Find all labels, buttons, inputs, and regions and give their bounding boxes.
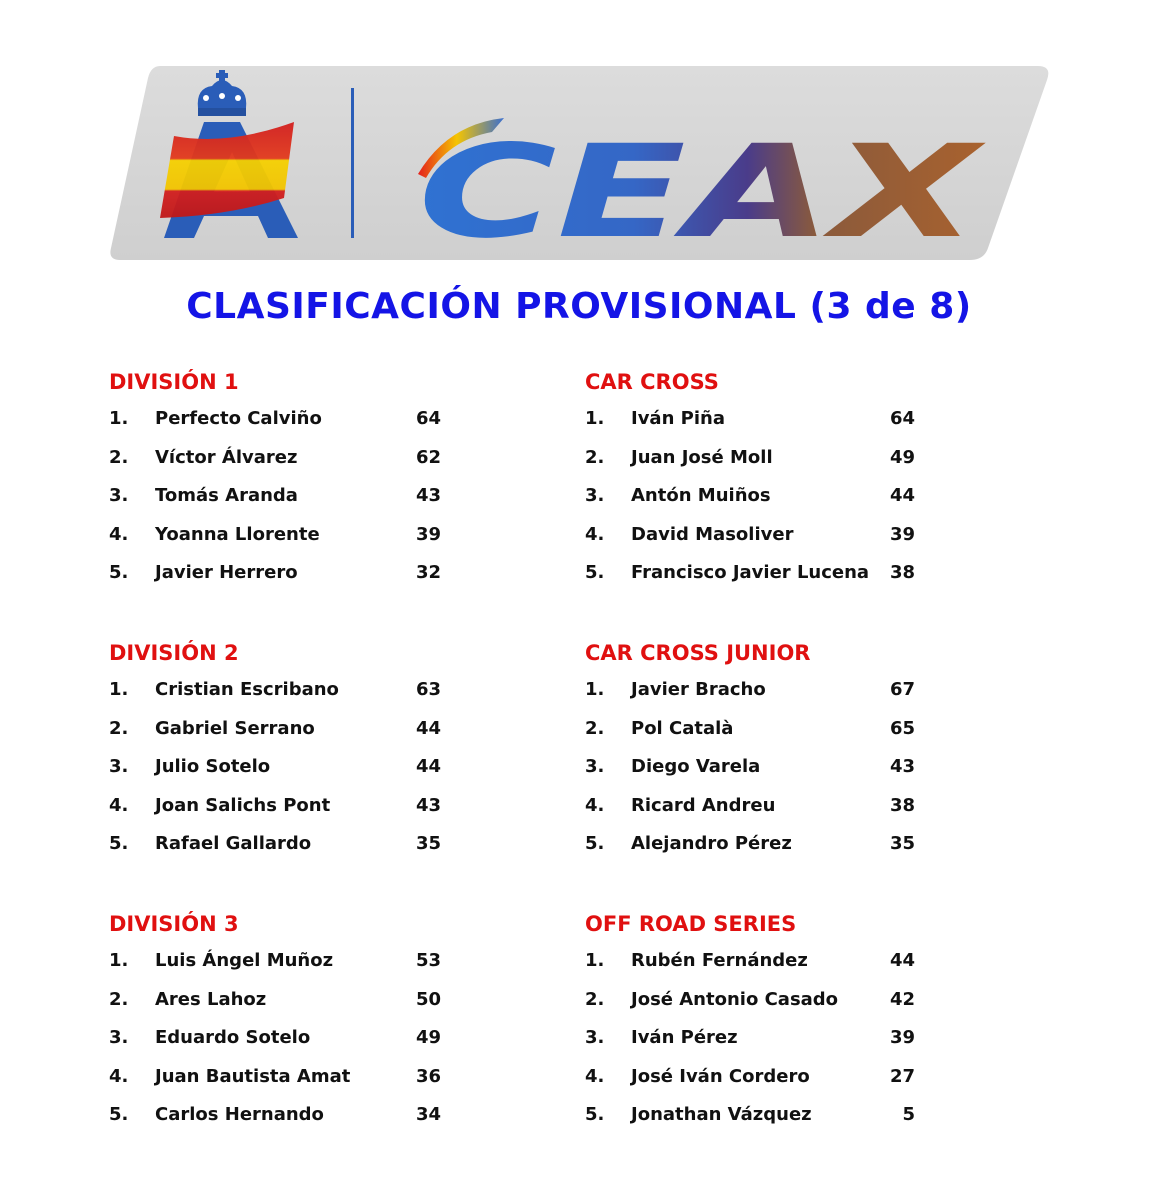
table-row xyxy=(109,484,441,523)
position: 3. xyxy=(109,756,129,778)
section-division-3 xyxy=(109,909,441,1142)
driver-name: Ares Lahoz xyxy=(155,988,267,1010)
driver-name: Yoanna Llorente xyxy=(155,523,320,545)
table-row xyxy=(109,446,441,485)
points: 43 xyxy=(889,756,915,778)
points: 67 xyxy=(889,679,915,700)
position: 2. xyxy=(109,446,129,468)
position: 3. xyxy=(109,485,129,507)
table-row xyxy=(109,1103,441,1142)
table-row xyxy=(109,561,441,600)
driver-name: José Antonio Casado xyxy=(631,988,839,1010)
points: 50 xyxy=(415,988,441,1010)
section-off-road-series xyxy=(585,909,915,1142)
driver-name: Gabriel Serrano xyxy=(155,717,315,739)
points: 44 xyxy=(415,717,441,739)
position: 2. xyxy=(585,717,605,739)
table-row xyxy=(109,1026,441,1065)
table-row xyxy=(585,755,915,794)
driver-name: Víctor Álvarez xyxy=(155,446,298,468)
points: 65 xyxy=(889,717,915,739)
points: 39 xyxy=(415,523,441,545)
position: 4. xyxy=(585,523,605,545)
section-title: DIVISIÓN 3 xyxy=(109,912,239,936)
driver-name: Perfecto Calviño xyxy=(155,408,322,429)
section-title: CAR CROSS JUNIOR xyxy=(585,641,811,665)
points: 64 xyxy=(415,408,441,429)
table-row xyxy=(109,949,441,988)
driver-name: Jonathan Vázquez xyxy=(631,1104,812,1126)
table-row xyxy=(585,1026,915,1065)
position: 1. xyxy=(585,950,605,971)
section-title: CAR CROSS xyxy=(585,370,719,394)
position: 4. xyxy=(585,1065,605,1087)
driver-name: Eduardo Sotelo xyxy=(155,1027,311,1049)
points: 35 xyxy=(415,833,441,855)
position: 3. xyxy=(109,1027,129,1049)
table-row xyxy=(585,484,915,523)
position: 1. xyxy=(109,408,129,429)
svg-text:CEAX: CEAX xyxy=(418,118,986,260)
points: 38 xyxy=(889,794,915,816)
points: 27 xyxy=(889,1065,915,1087)
driver-name: Cristian Escribano xyxy=(155,679,339,700)
table-row xyxy=(585,561,915,600)
driver-name: Javier Bracho xyxy=(631,679,766,700)
table-row xyxy=(109,1065,441,1104)
table-row xyxy=(585,949,915,988)
table-row xyxy=(585,988,915,1027)
position: 4. xyxy=(109,794,129,816)
table-row xyxy=(109,717,441,756)
table-row xyxy=(585,794,915,833)
points: 44 xyxy=(415,756,441,778)
position: 1. xyxy=(585,408,605,429)
driver-name: Rubén Fernández xyxy=(631,950,808,971)
section-division-2 xyxy=(109,638,441,871)
driver-name: Iván Piña xyxy=(631,408,725,429)
driver-name: Luis Ángel Muñoz xyxy=(155,950,334,971)
page-title: CLASIFICACIÓN PROVISIONAL (3 de 8) xyxy=(186,286,972,327)
points: 43 xyxy=(415,485,441,507)
points: 5 xyxy=(902,1104,915,1126)
position: 5. xyxy=(585,833,605,855)
table-row xyxy=(109,794,441,833)
points: 42 xyxy=(889,988,915,1010)
table-row xyxy=(585,446,915,485)
banner-logo xyxy=(108,66,1050,260)
driver-name: Diego Varela xyxy=(631,756,761,778)
points: 49 xyxy=(889,446,915,468)
points: 64 xyxy=(889,408,915,429)
driver-name: Juan Bautista Amat xyxy=(155,1065,351,1087)
position: 1. xyxy=(109,950,129,971)
driver-name: Francisco Javier Lucena xyxy=(631,562,870,584)
table-row xyxy=(109,407,441,446)
position: 5. xyxy=(585,562,605,584)
position: 1. xyxy=(585,679,605,700)
position: 5. xyxy=(109,1104,129,1126)
position: 2. xyxy=(585,446,605,468)
points: 63 xyxy=(415,679,441,700)
position: 5. xyxy=(109,562,129,584)
section-car-cross-junior xyxy=(585,638,915,871)
driver-name: David Masoliver xyxy=(631,523,794,545)
points: 53 xyxy=(415,950,441,971)
table-row xyxy=(585,717,915,756)
points: 39 xyxy=(889,1027,915,1049)
driver-name: Ricard Andreu xyxy=(631,794,776,816)
position: 4. xyxy=(585,794,605,816)
table-row xyxy=(109,988,441,1027)
position: 4. xyxy=(109,523,129,545)
table-row xyxy=(109,523,441,562)
table-row xyxy=(585,832,915,871)
section-division-1 xyxy=(109,367,441,600)
position: 5. xyxy=(109,833,129,855)
points: 35 xyxy=(889,833,915,855)
position: 2. xyxy=(109,988,129,1010)
points: 32 xyxy=(415,562,441,584)
points: 62 xyxy=(415,446,441,468)
driver-name: Javier Herrero xyxy=(155,562,298,584)
points: 44 xyxy=(889,485,915,507)
driver-name: Tomás Aranda xyxy=(155,485,298,507)
table-row xyxy=(585,523,915,562)
section-car-cross xyxy=(585,367,915,600)
table-row xyxy=(109,678,441,717)
driver-name: Joan Salichs Pont xyxy=(155,794,331,816)
driver-name: Iván Pérez xyxy=(631,1027,738,1049)
driver-name: Julio Sotelo xyxy=(155,756,271,778)
position: 4. xyxy=(109,1065,129,1087)
driver-name: Rafael Gallardo xyxy=(155,833,312,855)
points: 44 xyxy=(889,950,915,971)
driver-name: Pol Català xyxy=(631,717,734,739)
points: 39 xyxy=(889,523,915,545)
driver-name: Juan José Moll xyxy=(631,446,773,468)
points: 38 xyxy=(889,562,915,584)
driver-name: José Iván Cordero xyxy=(631,1065,810,1087)
driver-name: Antón Muiños xyxy=(631,485,771,507)
position: 3. xyxy=(585,485,605,507)
section-title: DIVISIÓN 1 xyxy=(109,370,239,394)
table-row xyxy=(585,678,915,717)
section-title: OFF ROAD SERIES xyxy=(585,912,797,936)
table-row xyxy=(109,755,441,794)
position: 3. xyxy=(585,756,605,778)
driver-name: Carlos Hernando xyxy=(155,1104,324,1126)
points: 43 xyxy=(415,794,441,816)
points: 36 xyxy=(415,1065,441,1087)
table-row xyxy=(109,832,441,871)
section-title: DIVISIÓN 2 xyxy=(109,641,239,665)
ceax-wordmark xyxy=(392,118,985,260)
position: 2. xyxy=(109,717,129,739)
points: 49 xyxy=(415,1027,441,1049)
table-row xyxy=(585,407,915,446)
table-row xyxy=(585,1103,915,1142)
position: 5. xyxy=(585,1104,605,1126)
points: 34 xyxy=(415,1104,441,1126)
driver-name: Alejandro Pérez xyxy=(631,833,792,855)
table-row xyxy=(585,1065,915,1104)
position: 1. xyxy=(109,679,129,700)
position: 2. xyxy=(585,988,605,1010)
position: 3. xyxy=(585,1027,605,1049)
